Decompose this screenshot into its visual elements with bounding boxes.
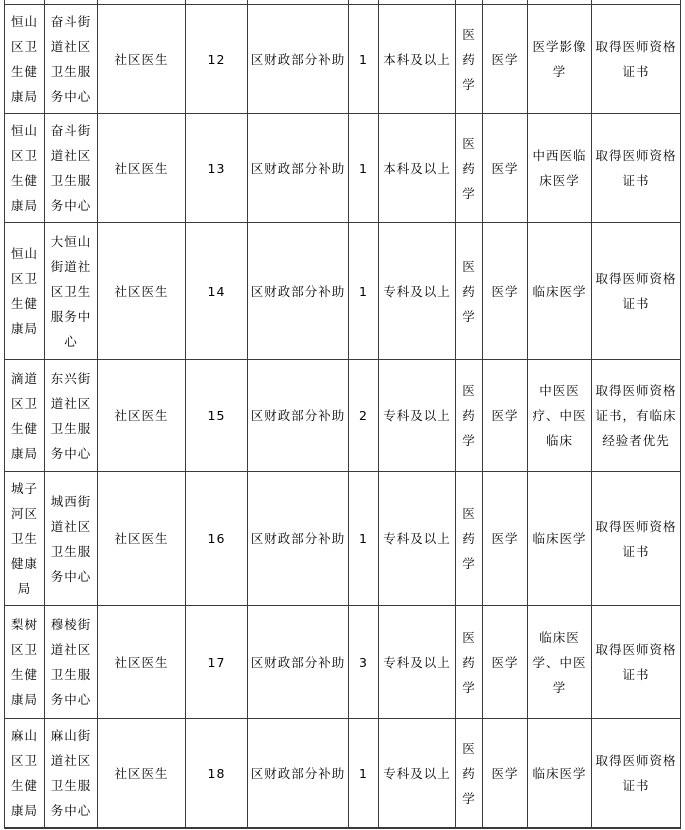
- cell-category: 医学: [483, 223, 528, 360]
- cell-education: 本科及以上: [379, 114, 456, 223]
- cell-major: 医学影像学: [528, 5, 592, 114]
- cell-requirement: 取得医师资格证书: [592, 5, 681, 114]
- cell-category: 医学: [483, 719, 528, 829]
- cell-funding: 区财政部分补助: [248, 114, 349, 223]
- cell-unit: 大恒山街道社区卫生服务中心: [45, 223, 98, 360]
- cell-major: 临床医学: [528, 719, 592, 829]
- cell-requirement: 取得医师资格证书: [592, 472, 681, 606]
- cell-code: 14: [186, 223, 248, 360]
- cell-discipline: 医药学: [456, 606, 483, 719]
- cell-org: 滴道区卫生健康局: [5, 360, 45, 472]
- table-row: [5, 360, 681, 472]
- cell-education: 专科及以上: [379, 223, 456, 360]
- cell-unit: 穆棱街道社区卫生服务中心: [45, 606, 98, 719]
- cell-org: 城子河区卫生健康局: [5, 472, 45, 606]
- cell-funding: 区财政部分补助: [248, 223, 349, 360]
- cell-count: 1: [349, 114, 379, 223]
- cell-discipline: 医药学: [456, 719, 483, 829]
- cell-unit: 麻山街道社区卫生服务中心: [45, 719, 98, 829]
- cell-code: 13: [186, 114, 248, 223]
- cell-education: 本科及以上: [379, 5, 456, 114]
- cell-requirement: 取得医师资格证书: [592, 719, 681, 829]
- cell-discipline: 医药学: [456, 5, 483, 114]
- cell-funding: 区财政部分补助: [248, 719, 349, 829]
- cell-category: 医学: [483, 360, 528, 472]
- cell-education: 专科及以上: [379, 472, 456, 606]
- cell-code: 12: [186, 5, 248, 114]
- cell-position: 社区医生: [98, 606, 186, 719]
- cell-position: 社区医生: [98, 5, 186, 114]
- cell-major: 临床医学、中医学: [528, 606, 592, 719]
- cell-category: 医学: [483, 5, 528, 114]
- cell-discipline: 医药学: [456, 360, 483, 472]
- cell-unit: 东兴街道社区卫生服务中心: [45, 360, 98, 472]
- cell-count: 1: [349, 719, 379, 829]
- cell-unit: 奋斗街道社区卫生服务中心: [45, 5, 98, 114]
- cell-education: 专科及以上: [379, 360, 456, 472]
- cell-count: 2: [349, 360, 379, 472]
- cell-discipline: 医药学: [456, 472, 483, 606]
- cell-major: 中医医疗、中医临床: [528, 360, 592, 472]
- cell-category: 医学: [483, 114, 528, 223]
- table-row: [5, 606, 681, 719]
- cell-discipline: 医药学: [456, 223, 483, 360]
- cell-code: 15: [186, 360, 248, 472]
- cell-org: 麻山区卫生健康局: [5, 719, 45, 829]
- cell-unit: 城西街道社区卫生服务中心: [45, 472, 98, 606]
- cell-category: 医学: [483, 472, 528, 606]
- cell-org: 恒山区卫生健康局: [5, 114, 45, 223]
- table-row: [5, 5, 681, 114]
- table-row: [5, 472, 681, 606]
- table-row: [5, 223, 681, 360]
- cell-code: 16: [186, 472, 248, 606]
- cell-category: 医学: [483, 606, 528, 719]
- cell-count: 3: [349, 606, 379, 719]
- cell-major: 临床医学: [528, 223, 592, 360]
- cell-code: 18: [186, 719, 248, 829]
- table-row: [5, 114, 681, 223]
- cell-position: 社区医生: [98, 472, 186, 606]
- cell-count: 1: [349, 5, 379, 114]
- cell-discipline: 医药学: [456, 114, 483, 223]
- cell-funding: 区财政部分补助: [248, 5, 349, 114]
- cell-funding: 区财政部分补助: [248, 472, 349, 606]
- cell-education: 专科及以上: [379, 719, 456, 829]
- cell-count: 1: [349, 223, 379, 360]
- cell-position: 社区医生: [98, 223, 186, 360]
- cell-org: 恒山区卫生健康局: [5, 5, 45, 114]
- cell-requirement: 取得医师资格证书: [592, 223, 681, 360]
- recruitment-table: [4, 0, 681, 829]
- cell-count: 1: [349, 472, 379, 606]
- cell-code: 17: [186, 606, 248, 719]
- table-body: [5, 0, 681, 828]
- table-row: [5, 719, 681, 829]
- cell-position: 社区医生: [98, 719, 186, 829]
- cell-position: 社区医生: [98, 360, 186, 472]
- cell-major: 中西医临床医学: [528, 114, 592, 223]
- cell-org: 恒山区卫生健康局: [5, 223, 45, 360]
- cell-funding: 区财政部分补助: [248, 360, 349, 472]
- cell-funding: 区财政部分补助: [248, 606, 349, 719]
- cell-requirement: 取得医师资格证书，有临床经验者优先: [592, 360, 681, 472]
- cell-major: 临床医学: [528, 472, 592, 606]
- cell-education: 专科及以上: [379, 606, 456, 719]
- cell-requirement: 取得医师资格证书: [592, 606, 681, 719]
- cell-requirement: 取得医师资格证书: [592, 114, 681, 223]
- cell-unit: 奋斗街道社区卫生服务中心: [45, 114, 98, 223]
- cell-org: 梨树区卫生健康局: [5, 606, 45, 719]
- cell-position: 社区医生: [98, 114, 186, 223]
